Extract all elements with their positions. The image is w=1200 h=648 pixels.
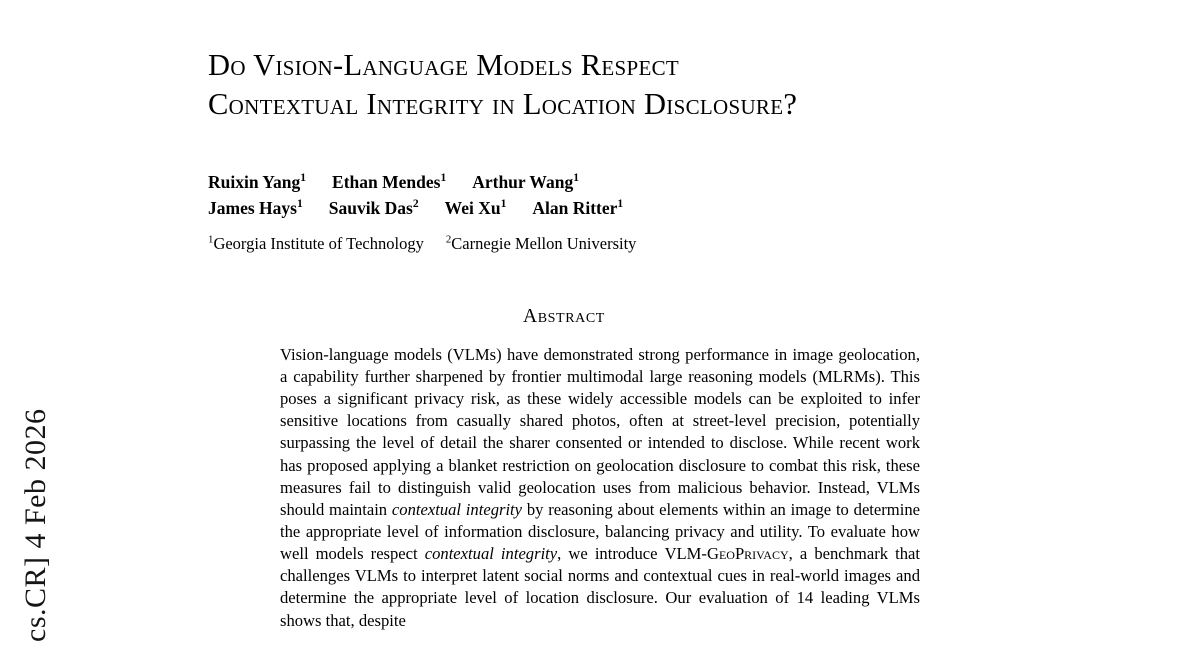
author-name: James Hays — [208, 197, 297, 218]
abstract-heading: Abstract — [523, 305, 605, 327]
page-title — [208, 46, 1008, 124]
author-entry — [472, 172, 579, 192]
author-entry — [445, 198, 507, 218]
affiliation-name: Carnegie Mellon University — [451, 233, 637, 253]
abstract-text-part: by reasoning about elements within an image to determine the appropriate level of information disclosure, balancing privacy and utility. To evaluate how well models respect — [280, 499, 920, 564]
author-affil-marker: 1 — [617, 198, 624, 211]
author-entry — [329, 198, 419, 218]
arxiv-side-stamp — [0, 0, 74, 648]
abstract-emphasis: contextual integrity — [424, 544, 558, 564]
abstract-body — [280, 344, 920, 632]
benchmark-name: VLM-GeoPrivacy — [664, 544, 789, 564]
arxiv-stamp-text: cs.CR] 4 Feb 2026 — [19, 408, 52, 642]
author-affil-marker: 1 — [500, 198, 507, 211]
paper-content — [208, 0, 998, 632]
affiliation-entry — [446, 234, 637, 253]
author-affil-marker: 1 — [440, 172, 447, 185]
affiliation-marker: 1 — [208, 233, 214, 246]
abstract-text-part: Vision-language models (VLMs) have demonstrated strong performance in image geolocation, a capability further sharpened by frontier multimodal large reasoning models (MLRMs). This poses a significant privacy risk, as these widely accessible models can be exploited to infer sensitive locations from casually shared photos, often at street-level precision, potentially surpassing the level of detail the sharer consented or intended to disclose. While recent work has proposed applying a blanket restriction on geolocation disclosure to combat this risk, these measures fail to distinguish valid geolocation uses from malicious behavior. Instead, VLMs should maintain — [280, 344, 920, 519]
author-name: Wei Xu — [444, 197, 501, 218]
author-entry — [332, 172, 446, 192]
title-line-1: Do Vision-Language Models Respect — [208, 48, 680, 82]
affiliation-entry — [208, 234, 424, 253]
author-name: Ethan Mendes — [332, 172, 441, 193]
author-affil-marker: 2 — [412, 198, 419, 211]
author-name: Arthur Wang — [472, 172, 574, 193]
author-affil-marker: 1 — [300, 172, 307, 185]
affiliation-name: Georgia Institute of Technology — [213, 233, 424, 253]
author-row-1 — [208, 170, 998, 196]
abstract-text-part: , a benchmark that challenges VLMs to interpret latent social norms and contextual cues in real-world images and determine the appropriate level of location disclosure. Our evaluation of 14 leading VLMs shows that, despite — [280, 544, 920, 630]
author-entry — [208, 172, 306, 192]
author-name: Sauvik Das — [328, 197, 413, 218]
author-list — [208, 170, 998, 222]
abstract-emphasis: contextual integrity — [391, 499, 523, 519]
affiliation-list — [208, 234, 998, 254]
author-name: Alan Ritter — [532, 197, 618, 218]
author-affil-marker: 1 — [296, 198, 303, 211]
abstract-text-part: , we introduce — [557, 544, 665, 564]
author-entry — [532, 198, 623, 218]
author-entry — [208, 198, 303, 218]
title-line-2: Contextual Integrity in Location Disclosure? — [208, 87, 798, 122]
author-name: Ruixin Yang — [208, 172, 301, 193]
author-row-2 — [208, 196, 998, 222]
author-affil-marker: 1 — [573, 172, 579, 185]
affiliation-marker: 2 — [445, 233, 452, 246]
